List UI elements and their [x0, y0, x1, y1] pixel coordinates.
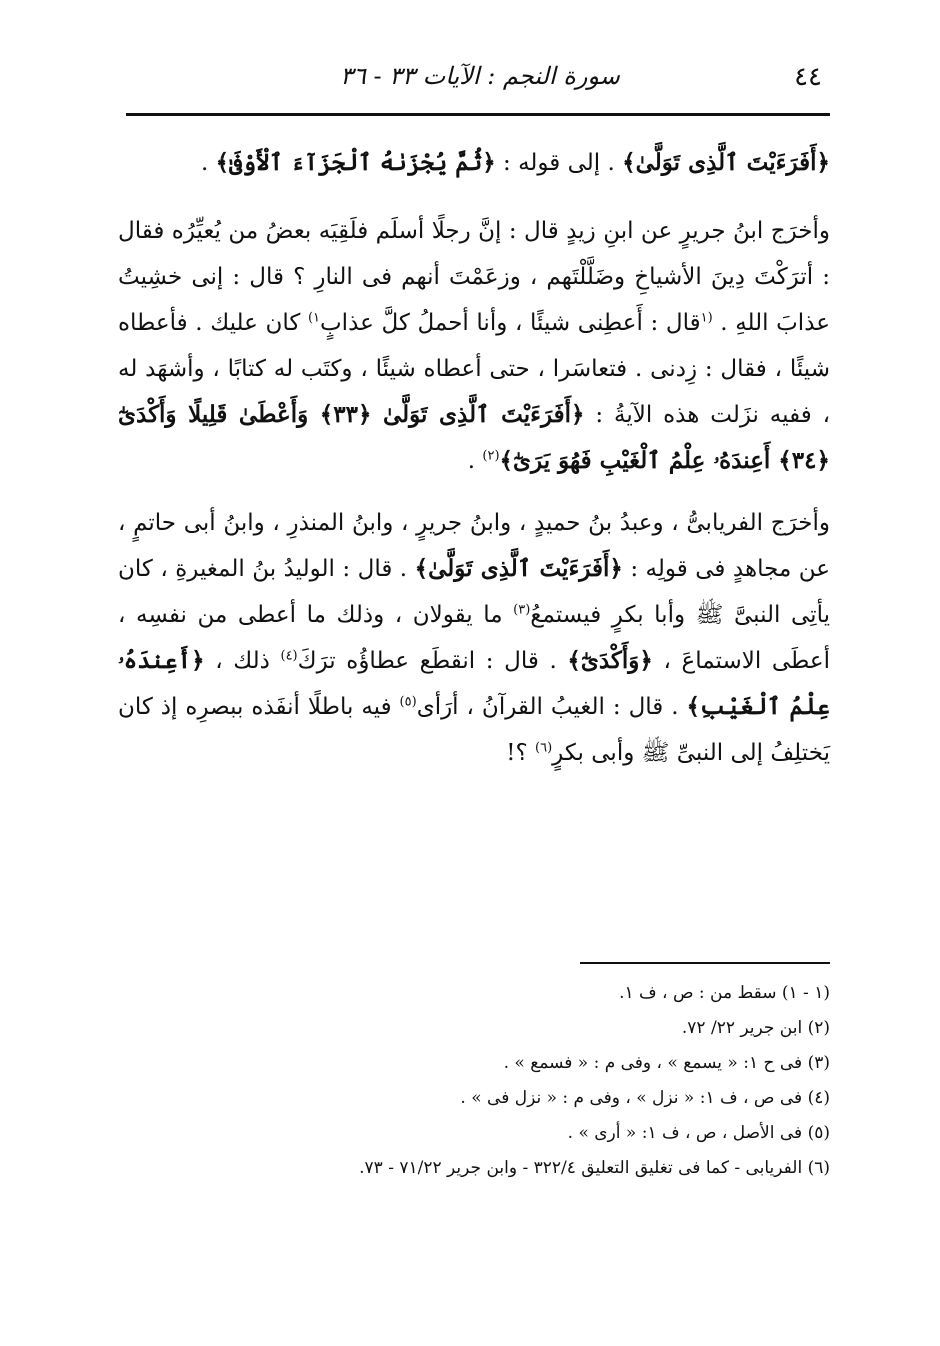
- text-run: فيه باطلًا أنفَذه ببصرِه إذ كان يَختلِفُ إلى النبىِّ ﷺ وأبى بكرٍ: [118, 694, 830, 766]
- text-run: كان عليك . فأعطاه شيئًا ، فقال : زِدنى . فتعاسَرا ، حتى أعطاه شيئًا ، وكتَب له كتابًا ، وأشهَد له ، ففيه نزَلت هذه الآيةُ :: [118, 310, 830, 428]
- text-run: ذلك ،: [204, 648, 281, 674]
- footnote-ref: (١: [700, 310, 713, 326]
- paragraph-1: [118, 140, 830, 186]
- page-number: ٤٤: [794, 62, 822, 92]
- paragraph-2: [118, 208, 830, 484]
- footnotes: [270, 976, 830, 1186]
- quran-verse: ﴿أَفَرَءَيْتَ ٱلَّذِى تَوَلَّىٰ﴾: [414, 555, 623, 582]
- quran-verse: ﴿أَعِندَهُۥ عِلْمُ ٱلْغَيْبِ﴾: [118, 647, 830, 720]
- footnote-ref: (٤): [280, 648, 298, 664]
- text-run: وأخرَج الفريابىُّ ، وعبدُ بنُ حميدٍ ، وابنُ جريرٍ ، وابنُ المنذرِ ، وابنُ أبى حاتمٍ ، عن مجاهدٍ فى قولِه :: [118, 510, 830, 582]
- text-run: . قال : الغيبُ القرآنُ ، أرَأى: [416, 694, 687, 720]
- text-run: . قال : الوليدُ بنُ المغيرةِ ، كان يأتِى النبىَّ ﷺ وأبا بكرٍ فيستمعُ: [118, 556, 830, 628]
- header-rule: [126, 113, 830, 116]
- footnote-ref: (٥): [399, 694, 417, 710]
- footnote-ref: (٦): [535, 740, 553, 756]
- footnote-5: (٥) فى الأصل ، ص ، ف ١: « أرى » .: [567, 1123, 830, 1143]
- footnote-ref: (٢): [482, 448, 500, 464]
- text-run: ما يقولان ، وذلك ما أعطى من نفسِه ، أعطَى الاستماعَ ،: [118, 602, 830, 674]
- text-run: ؟!: [506, 740, 536, 766]
- footnote-ref: ١): [307, 310, 321, 326]
- quran-verse: ﴿وَأَكْدَىٰٓ﴾: [567, 647, 653, 674]
- quran-verse: ﴿ثُمَّ يُجْزَىٰهُ ٱلْجَزَآءَ ٱلْأَوْفَىٰ﴾: [215, 149, 496, 176]
- main-text: [118, 140, 830, 792]
- footnote-2: (٢) ابن جرير ٢٢/ ٧٢.: [681, 1018, 830, 1038]
- running-head: سورة النجم : الآيات ٣٣ - ٣٦: [340, 62, 620, 90]
- footnote-rule: [580, 962, 830, 964]
- text-run: . إلى قوله :: [495, 150, 623, 176]
- text-run: قال : أَعطِنى شيئًا ، وأنا أحملُ كلَّ عذابٍ: [320, 310, 701, 336]
- quran-verse: ﴿أَفَرَءَيْتَ ٱلَّذِى تَوَلَّىٰ﴾: [622, 149, 830, 176]
- footnote-ref: (٣): [513, 602, 531, 618]
- footnote-4: (٤) فى ص ، ف ١: « نزل » ، وفى م : « نزل فى » .: [460, 1088, 830, 1108]
- text-run: وأخرَج ابنُ جريرٍ عن ابنِ زيدٍ قال : إنَّ رجلًا أسلَم فلَقِيَه بعضُ من يُعيِّرُه فقال : أترَكْتَ دِينَ الأشياخِ وضَلَّلْتَهم ، وزعَمْتَ أنهم فى النارِ ؟ قال : إنى خشِيتُ عذابَ اللهِ .: [118, 218, 830, 336]
- quran-verse: ﴿أَفَرَءَيْتَ ٱلَّذِى تَوَلَّىٰ ﴿٣٣﴾ وَأَعْطَىٰ قَلِيلًا وَأَكْدَىٰٓ ﴿٣٤﴾ أَعِندَهُۥ عِلْمُ ٱلْغَيْبِ فَهُوَ يَرَىٰٓ﴾: [118, 401, 830, 474]
- text-run: . قال : انقطَع عطاؤُه ترَكَ: [297, 648, 568, 674]
- footnote-3: (٣) فى ح ١: « يسمع » ، وفى م : « فسمع » .: [503, 1053, 830, 1073]
- footnote-6: (٦) الفريابى - كما فى تغليق التعليق ٣٢٢/٤ - وابن جرير ٧١/٢٢ - ٧٣.: [359, 1158, 830, 1178]
- paragraph-3: [118, 500, 830, 776]
- text-run: .: [201, 150, 216, 176]
- footnote-1: (١ - ١) سقط من : ص ، ف ١.: [619, 983, 830, 1003]
- text-run: .: [467, 448, 483, 474]
